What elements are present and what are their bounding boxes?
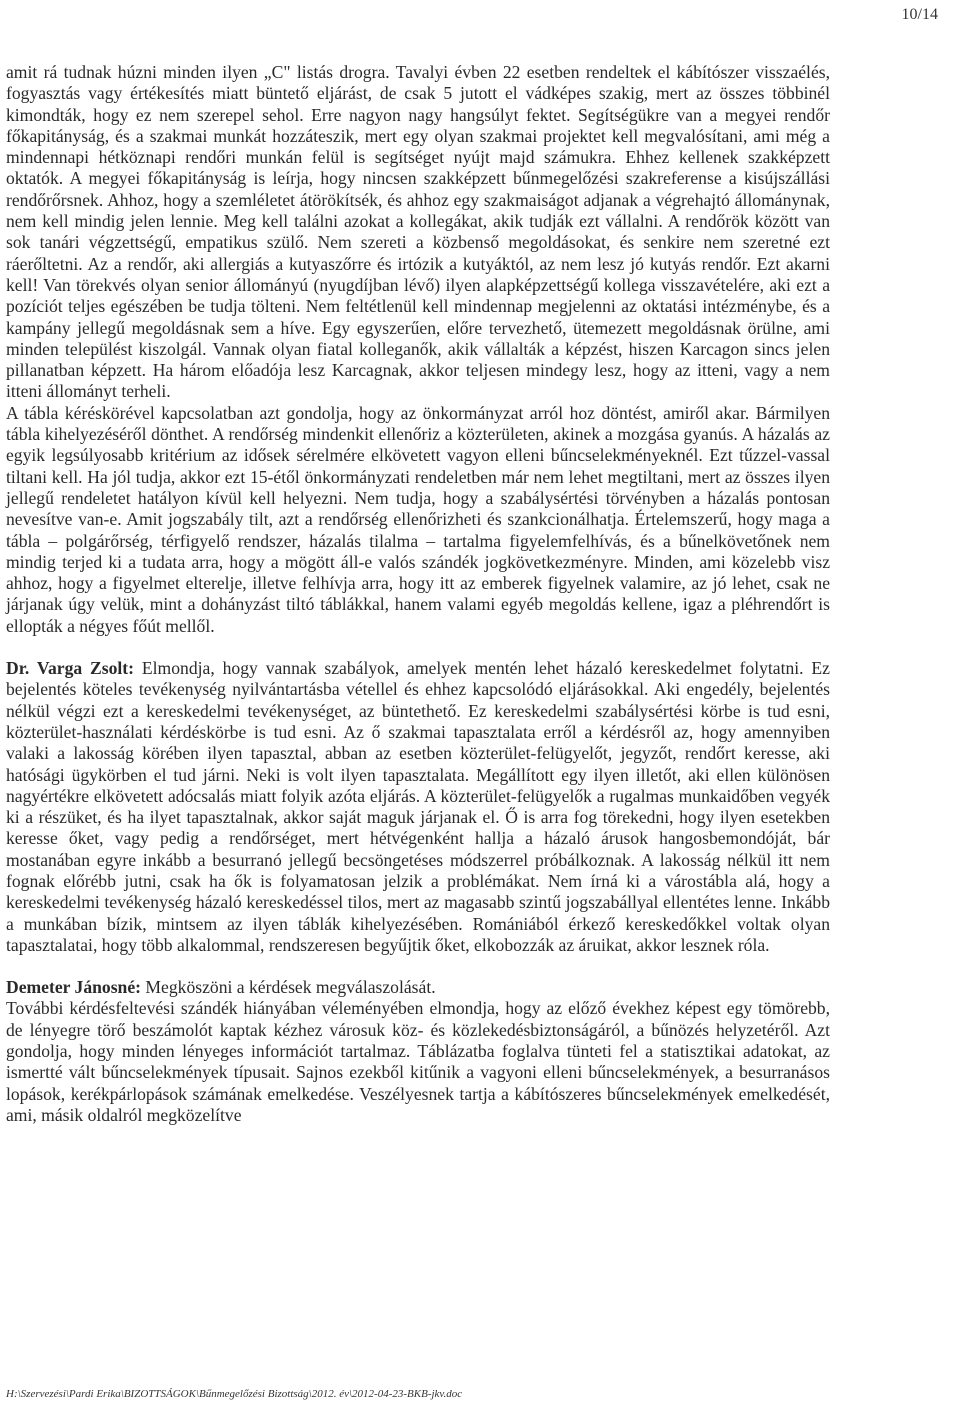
file-path-footer: H:\Szervezési\Pardi Erika\BIZOTTSÁGOK\Bűnmegelőzési Bizottság\2012. év\2012-04-23-BKB-jkv.doc — [6, 1388, 463, 1400]
paragraph-closing: További kérdésfeltevési szándék hiányában véleményében elmondja, hogy az előző évekhez képest egy tömörebb, de lényegre törő beszámolót kaptak kézhez városuk köz- és közlekedésbiztonságáról, a bűnözés helyzetéről. Azt gondolja, hogy minden lényeges információt tartalmaz. Táblázatba foglalva tünteti fel a statisztikai adatokat, az ismertté vált bűncselekmények típusait. Sajnos ezekből kitűnik a vagyoni elleni bűncselekmények, a besurranásos lopások, kerékpárlopások számának emelkedése. Veszélyesnek tartja a kábítószeres bűncselekmények emelkedését, ami, másik oldalról megközelítve — [6, 998, 830, 1125]
paragraph-spacer — [6, 637, 830, 658]
paragraph-sign-request: A tábla kéréskörével kapcsolatban azt gondolja, hogy az önkormányzat arról hoz döntést, amiről akar. Bármilyen tábla kihelyezéséről dönthet. A rendőrség mindenkit ellenőriz a közterületen, akinek a mozgása gyanús. A házalás az egyik legsúlyosabb kritérium az idősek sérelmére elkövetett vagyon elleni bűncselekményeknél. Ezt tűzzel-vassal tiltani kell. Ha jól tudja, akkor ezt 15-étől önkormányzati rendeletben már nem lehet megtiltani, mert az összes ilyen jellegű rendeletet hatályon kívül kell helyezni. Nem tudja, hogy a szabálysértési törvényben a házalás pontosan nevesítve van-e. Amit jogszabály tilt, azt a rendőrség ellenőrizheti és szankcionálhatja. Értelemszerű, hogy maga a tábla – polgárőrség, térfigyelő rendszer, házalás tilalma – tartalma figyelemfelhívás, és a bűnelkövetőnek nem mindig terjed ki a tudata arra, hogy a mögött áll-e valós szándék jogkövetkezményre. Minden, ami közelebb visz ahhoz, hogy a figyelmet elterelje, illetve felhívja arra, hogy itt az emberek figyelnek valamire, az jó lehet, csak ne járjanak úgy velük, mint a dohányzást tiltó táblákkal, hanem valami egyéb megoldás kellene, igaz a pléhrendőrt is ellopták a négyes főút mellől. — [6, 402, 830, 636]
page-number: 10/14 — [901, 6, 938, 23]
document-body — [6, 62, 830, 1126]
paragraph-spacer — [6, 956, 830, 977]
speaker-name: Dr. Varga Zsolt: — [6, 658, 135, 679]
speaker-name: Demeter Jánosné: — [6, 977, 142, 998]
speaker-statement: Elmondja, hogy vannak szabályok, amelyek mentén lehet házaló kereskedelmet folytatni. Ez bejelentés köteles tevékenység nyilvántartásba vétellel és ehhez kapcsolódó eljárásokkal. Aki engedély, bejelentés nélkül végzi ezt a kereskedelmi tevékenységet, az büntethető. Ez kereskedelmi szabálysértési körbe is tud esni, közterület-használati kérdéskörbe is tud esni. Az ő szakmai tapasztalata erről a kérdésről az, hogy amennyiben valaki a lakosság körében ilyen tapasztal, abban az esetben közterület-felügyelőt, jegyzőt, rendőrt keresse, aki hatósági ügykörben el tud járni. Neki is volt ilyen tapasztalata. Megállított egy ilyen illetőt, aki ellen különösen nagyértékre elkövetett adócsalás miatt folyik azóta eljárás. A közterület-felügyelők a rugalmas munkaidőben vegyék ki a részüket, és ha ilyet tapasztalnak, akkor saját maguk járjanak el. Ő is arra fog törekedni, hogy ilyen esetekben keresse őket, vagy pedig a rendőrséget, mert hétvégenként hallja a házaló árusok hangosbemondóját, bár mostanában egyre inkább a besurranó jellegű becsöngetéses módszerrel próbálkoznak. A lakosság nélkül itt nem fognak előrébb jutni, csak ha ők is folyamatosan jelzik a problémákat. Nem írná ki a várostábla alá, hogy a kereskedelmi tevékenység házaló kereskedéssel tilos, mert az magasabb szintű jogszabállyal ellentétes lenne. Inkább a munkában bízik, mintsem az ilyen táblák kihelyezésében. Romániából érkező kereskedőkkel voltak olyan tapasztalatai, hogy több alkalommal, rendszeresen begyűjtik őket, elkobozzák az áruikat, akkor lesznek róla. — [6, 658, 830, 955]
paragraph-drug-prevention: amit rá tudnak húzni minden ilyen „C" listás drogra. Tavalyi évben 22 esetben rendeltek el kábítószer visszaélés, fogyasztás vagy értékesítés miatt büntető eljárást, de csak 5 jutott el vádképes szakig, mert az összes többinél kimondták, hogy ez nem szerepel sehol. Erre nagyon nagy hangsúlyt fektet. Segítségükre van a megyei rendőr főkapitányság, és a szakmai munkát hozzáteszik, mert egy olyan szakmai projektet kell megvalósítani, ami még a mindennapi hétköznapi rendőri munkán felül is segítséget nyújt majd számukra. Ehhez kellenek szakképzett oktatók. A megyei főkapitányság is leírja, hogy nincsen szakképzett bűnmegelőzési szakreferense a kisújszállási rendőrőrsnek. Ahhoz, hogy a szemléletet átörökítsék, és ahhoz egy szakmaiságot adjanak a végrehajtó állománynak, nem kell mindig jelen lennie. Meg kell találni azokat a kollegákat, akik tudják ezt vállalni. A rendőrök között van sok tanári végzettségű, empatikus szülő. Nem szereti a közbenső megoldásokat, és senkire nem szeretné ezt ráerőltetni. Az a rendőr, aki allergiás a kutyaszőrre és irtózik a kutyáktól, az nem lesz jó kutyás rendőr. Ezt akarni kell! Van törekvés olyan senior állományú (nyugdíjban lévő) ilyen alapképzettségű kollega visszavételére, aki ezt a pozíciót teljes egészében be tudja tölteni. Nem feltétlenül kell mindennap megjelenni az oktatási intézménybe, és a kampány jellegű megoldásnak sem a híve. Egy egyszerűen, előre tervezhető, ütemezett megoldásnak örülne, ami minden települést kiszolgál. Vannak olyan fiatal kolleganők, akik vállalták a képzést, hiszen Karcagon sincs jelen pillanatban képzett. Ha három előadója lesz Karcagnak, akkor teljesen mindegy lesz, hogy az itteni, vagy a nem itteni állományt terheli. — [6, 62, 830, 402]
paragraph-speaker-varga — [6, 658, 830, 956]
speaker-statement: Megköszöni a kérdések megválaszolását. — [141, 977, 436, 998]
paragraph-speaker-demeter — [6, 977, 830, 998]
